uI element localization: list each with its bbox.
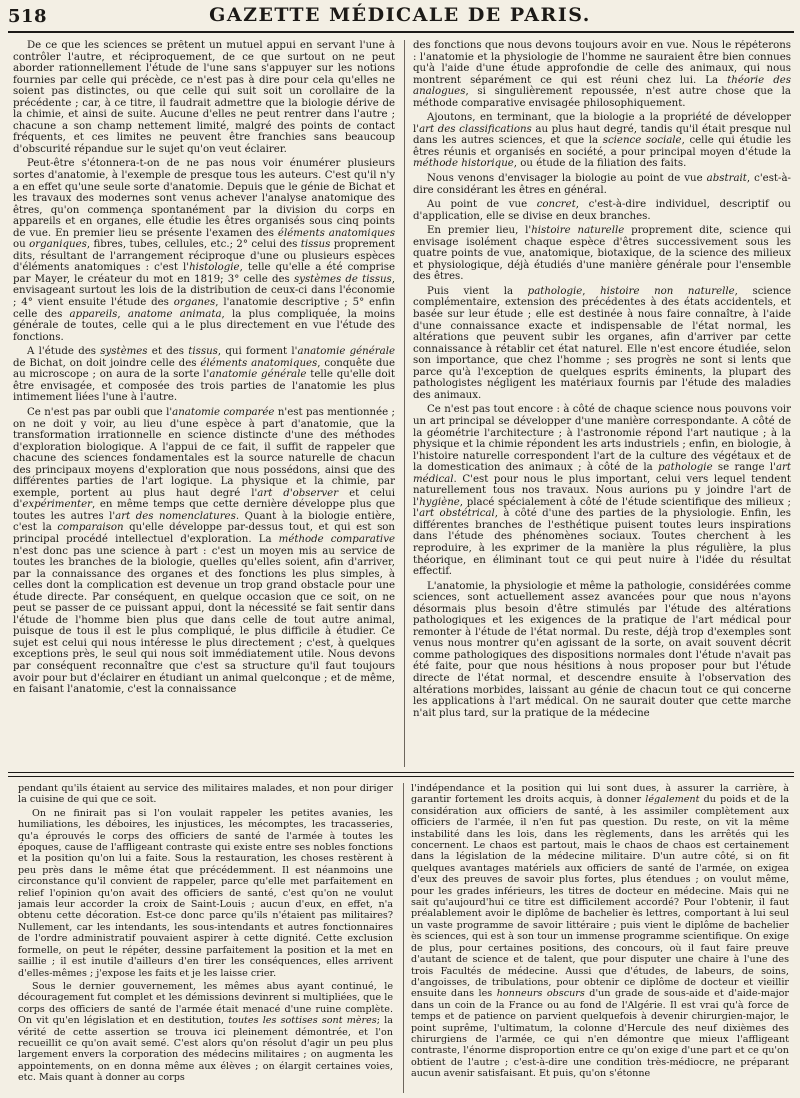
text-run: , telle qu'elle a été comprise par Mayer, le créateur du mot en 1819; 3° celle des xyxy=(13,262,395,285)
text-run: , fibres, tubes, cellules, etc.; 2° celui des xyxy=(86,239,301,251)
italic-term: histoire non naturelle xyxy=(600,285,735,297)
text-run: Ajoutons, en terminant, que la biologie a la propriété de développer l' xyxy=(413,112,791,135)
text-run: Ce n'est pas par oubli que l' xyxy=(27,406,173,418)
section-rule xyxy=(8,772,794,773)
paragraph xyxy=(18,981,393,1084)
paragraph xyxy=(413,112,791,170)
text-run: , envisageant surtout les lois de la distribution de ceux-ci dans l'économie ; 4° vient ensuite l'étude des xyxy=(13,273,395,309)
column-divider-bottom xyxy=(403,783,404,1093)
italic-term: systèmes xyxy=(100,346,148,358)
text-run: , xyxy=(117,308,128,320)
text-run: L'anatomie, la physiologie et même la pathologie, considérées comme sciences, sont actuellement assez avancées pour que nous n'ayons désormais plus besoin d'être stimulés par l'étude des altérations pathologiques et les exigences de la pratique de l'art médical pour remonter à l'étude de l'état normal. Du reste, déjà trop d'exemples sont venus nous montrer qu'en agissant de la sorte, on avait souvent décrit comme pathologiques des dispositions normales dont l'étude n'avait pas été faite, pour que nous hésitions à nous proposer pour but l'étude directe de l'état normal, et descendre ensuite à l'observation des altérations morbides, laissant au génie de chacun tout ce qui concerne les applications à l'art médical. On ne saurait douter que cette marche n'ait plus tard, sur la pratique de la médecine xyxy=(413,580,791,719)
italic-term: organiques xyxy=(29,239,87,251)
italic-term: théorie des analogues xyxy=(413,74,791,98)
page-header xyxy=(0,0,800,38)
italic-term: anatomie comparée xyxy=(172,406,275,418)
text-run: pendant qu'ils étaient au service des militaires malades, et non pour diriger la cuisine de qui que ce soit. xyxy=(18,783,393,806)
italic-term: éléments anatomiques xyxy=(200,357,318,369)
italic-term: art obstétrical xyxy=(419,508,495,520)
italic-term: science sociale xyxy=(602,135,682,147)
text-run: , xyxy=(582,285,601,297)
text-run: au plus haut degré, tandis qu'il était presque nul dans les autres sciences, et que la xyxy=(413,123,791,147)
paragraph xyxy=(413,40,791,109)
text-run: proprement dite, science qui envisage isolément chaque espèce d'êtres successivement sous les quatre points de vue, anatomique, biotaxique, de la science des milieux et physiologique, déjà étudiés d'une manière générale pour l'ensemble des êtres. xyxy=(413,225,791,283)
italic-term: hygiène xyxy=(419,496,460,508)
text-run: telle qu'elle doit être envisagée, et composée des trois parties de l'anatomie les plus intimement liées l'une à l'autre. xyxy=(13,369,395,404)
column-divider-top xyxy=(404,40,405,767)
text-run: Ce n'est pas tout encore : à côté de chaque science nous pouvons voir un art principal se développer d'une manière correspondante. A côté de la géométrie l'architecture ; à l'astronomie répond l'art nautique ; à la physique et la chimie répondent les arts industriels ; enfin, en biologie, à l'histoire naturelle correspondent l'art de la culture des végétaux et de la domestication des animaux ; à côté de la xyxy=(413,404,791,474)
italic-term: pathologie xyxy=(658,462,713,474)
text-run: , si singulièrement repoussée, n'est autre chose que la méthode comparative envisagée philosophiquement. xyxy=(413,86,791,109)
paragraph xyxy=(413,225,791,283)
text-run: des fonctions que nous devons toujours avoir en vue. Nous le répéterons : l'anatomie et la physiologie de l'homme ne sauraient être bien connues qu'à l'aide d'une étude approfondie de celle des animaux, qui nous montrent séparément ce qui est réuni chez lui. La xyxy=(413,40,791,86)
text-run: de Bichat, on doit joindre celle des xyxy=(13,357,201,369)
journal-title: GAZETTE MÉDICALE DE PARIS. xyxy=(209,4,591,26)
text-run: l'indépendance et la position qui lui sont dues, à assurer la carrière, à garantir fortement les droits acquis, à donner xyxy=(411,783,789,806)
text-run: qu'elle développe par-dessus tout, et qui est son principal procédé intellectuel d'exploration. La xyxy=(13,522,395,545)
text-run: Au point de vue xyxy=(427,199,537,211)
text-run: , celle qui étudie les êtres réunis et organisés en société, a pour principal moyen d'étude la xyxy=(413,135,791,158)
text-run: A l'étude des xyxy=(27,346,101,358)
top-right-column xyxy=(413,40,791,767)
italic-term: légalement xyxy=(645,794,700,806)
italic-term: systèmes de tissus xyxy=(293,273,392,285)
italic-term: anatomie générale xyxy=(209,369,307,381)
bottom-left-column xyxy=(18,783,393,1093)
italic-term: organes xyxy=(173,297,216,309)
top-left-column xyxy=(13,40,395,767)
bottom-right-column xyxy=(411,783,789,1093)
italic-term: tissus xyxy=(300,239,331,251)
paragraph xyxy=(13,407,395,696)
italic-term: comparaison xyxy=(57,522,124,534)
italic-term: méthode historique xyxy=(413,158,514,170)
text-run: On ne finirait pas si l'on voulait rappeler les petites avanies, les humiliations, les déboires, les injustices, les mécomptes, les tracasseries, qu'a éprouvés le corps des officiers de santé de l'armée à toutes les époques, cause de l'affligeant contraste qui existe entre ses nobles fonctions et la position qu'on lui a faite. Sous la restauration, les choses restèrent à peu près dans le même état que précédemment. Il est néanmoins une circonstance qu'il convient de rappeler, parce qu'elle met parfaitement en relief l'opinion qu'on avait des officiers de santé, c'est qu'on ne voulut jamais leur accorder la croix de Saint-Louis ; aucun d'eux, en effet, n'a obtenu cette décoration. Est-ce donc parce qu'ils n'étaient pas militaires? Nullement, car les intendants, les sous-intendants et autres fonctionnaires de l'ordre administratif pouvaient aspirer à cette dignité. Cette exclusion formelle, on peut le répéter, dessine parfaitement la position et la met en saillie ; il est inutile d'ailleurs d'en tirer les conséquences, elles arrivent d'elles-mêmes ; j'expose les faits et je les laisse crier. xyxy=(18,807,393,979)
text-run: , qui forment l' xyxy=(217,346,298,358)
text-run: , science complémentaire, extension des précédentes à des états accidentels, et basée sur leur étude ; elle est destinée à nous faire connaître, à l'aide d'une connaissance exacte et indispensable de l'état normal, les altérations que peuvent subir les organes, afin d'arriver par cette connaissance à rétablir cet état naturel. Elle n'est encore étudiée, selon son importance, que chez l'homme ; ses progrès ne sont si lents que parce qu'à l'exception de quelques esprits éminents, la plupart des pathologistes négligent les matériaux fournis par l'étude des maladies des animaux. xyxy=(413,285,791,401)
paragraph xyxy=(13,158,395,343)
paragraph xyxy=(13,346,395,404)
text-run: Sous le dernier gouvernement, les mêmes abus ayant continué, le découragement fut complet et les démissions devinrent si multipliées, que le corps des officiers de santé de l'armée était menacé d'une ruine complète. On vit qu'en législation et en destitution, xyxy=(18,980,393,1027)
italic-term: honneurs obscurs xyxy=(496,988,585,1000)
italic-term: méthode comparative xyxy=(278,533,395,545)
text-run: d'un grade de sous-aide et d'aide-major dans un coin de la France ou au fond de l'Algérie. Il est vrai qu'à force de temps et de patience on parvient quelquefois à devenir chirurgien-major, le point suprême, l'ultimatum, la colonne d'Hercule des neuf dixièmes des chirurgiens de l'armée, ce qui n'en démontre que mieux l'affligeant contraste, l'énorme disproportion entre ce qu'on exige d'une part et ce qu'on obtient de l'autre ; c'est-à-dire une condition très-médiocre, ne préparant aucun avenir satisfaisant. Et puis, qu'on s'étonne xyxy=(411,988,789,1080)
text-run: n'est pas mentionnée ; on ne doit y voir, au lieu d'une espèce à part d'anatomie, que la transformation irrationnelle en science distincte d'une des méthodes d'exploration biologique. A l'appui de ce fait, il suffit de rappeler que chacune des sciences fondamentales est la source naturelle de chacun des principaux moyens d'exploration que nous possédons, ainsi que des différentes parties de l'art logique. La physique et la chimie, par exemple, portent au plus haut degré l' xyxy=(13,406,395,499)
italic-term: toutes les sottises sont mères xyxy=(228,1015,377,1027)
text-run: ou xyxy=(13,239,30,251)
italic-term: art des nomenclatures xyxy=(115,510,236,522)
text-run: , en même temps que cette dernière développe plus que toutes les autres l' xyxy=(13,499,395,522)
text-run: , l'anatomie descriptive ; 5° enfin celle des xyxy=(13,297,395,320)
italic-term: tissus xyxy=(188,346,218,358)
italic-term: histoire naturelle xyxy=(531,225,625,237)
text-run: De ce que les sciences se prêtent un mutuel appui en servant l'une à contrôler l'autre, et réciproquement, de ce que surtout on ne peut aborder rationnellement l'étude de l'une sans s'appuyer sur les notions fournies par celle qui précède, ce n'est pas à dire pour cela qu'elles ne soient pas distinctes, ou que celle qui suit soit un corollaire de la précédente ; car, à ce titre, il faudrait admettre que la biologie dérive de la chimie, et ainsi de suite. Aucune d'elles ne peut rentrer dans l'autre ; chacune a son champ nettement limité, malgré des points de contact fréquents, et ces limites ne peuvent être franchies sans beaucoup d'obscurité répandue sur le sujet qu'on veut éclairer. xyxy=(13,40,395,155)
italic-term: appareils xyxy=(69,308,118,320)
paragraph xyxy=(18,783,393,806)
text-run: . C'est pour nous le plus important, celui vers lequel tendent naturellement tous nos travaux. Nous aurions pu y joindre l'art de l' xyxy=(413,473,791,508)
paragraph xyxy=(413,286,791,401)
section-rule-second xyxy=(8,776,794,777)
header-rule xyxy=(8,31,794,33)
text-run: Peut-être s'étonnera-t-on de ne pas nous voir énumérer plusieurs sortes d'anatomie, à l'exemple de presque tous les auteurs. C'est qu'il n'y a en effet qu'une seule sorte d'anatomie. Depuis que le génie de Bichat et les travaux des modernes sont venus achever l'analyse anatomique des êtres, qu'on commença spontanément par la division du corps en appareils et en organes, elle étudie les êtres organisés sous cinq points de vue. En premier lieu se présente l'examen des xyxy=(13,158,395,239)
text-run: , à côté d'une des parties de la physiologie. Enfin, les différentes branches de l'esthétique puisent toutes leurs inspirations dans l'étude des phénomènes sociaux. Toutes cherchent à les reproduire, à les exprimer de la manière la plus régulière, la plus théorique, en éliminant tout ce qui peut nuire à l'idée du résultat effectif. xyxy=(413,508,791,578)
italic-term: expérimenter xyxy=(22,499,93,511)
text-run: , conquête due au microscope ; on aura de la sorte l' xyxy=(13,357,395,381)
text-run: Nous venons d'envisager la biologie au point de vue xyxy=(427,173,707,185)
text-run: se range l' xyxy=(712,462,776,474)
text-run: n'est donc pas une science à part : c'est un moyen mis au service de toutes les branches de la biologie, quelles qu'elles soient, afin d'arriver, par la connaissance des organes et des fonctions les plus simples, à celles dont la complication est devenue un trop grand obstacle pour une étude directe. Par conséquent, en quelque occasion que ce soit, on ne peut se passer de ce puissant appui, dont la nécessité se fait sentir dans l'étude de l'homme bien plus que dans celle de tout autre animal, puisque de tous il est le plus compliqué, le plus difficile à étudier. Ce sujet est celui qui nous intéresse le plus directement ; c'est, à quelques exceptions près, le seul qui nous soit immédiatement utile. Nous devons par conséquent reconnaître que c'est sa structure qu'il faut toujours avoir pour but d'éclairer en étudiant un animal quelconque ; et de même, en faisant l'anatomie, c'est la connaissance xyxy=(13,545,395,696)
paragraph xyxy=(18,808,393,979)
italic-term: anatomie générale xyxy=(297,346,395,358)
paragraph xyxy=(413,199,791,222)
italic-term: pathologie xyxy=(527,285,583,297)
italic-term: concret xyxy=(536,199,576,211)
paragraph xyxy=(413,173,791,196)
text-run: proprement dits, résultant de l'arrangement réciproque d'une ou plusieurs espèces d'éléments anatomiques : c'est l' xyxy=(13,239,395,274)
italic-term: abstrait xyxy=(706,173,747,185)
text-run: , la plus compliquée, la moins générale de toutes, celle qui a le plus directement en vue l'étude des fonctions. xyxy=(13,308,395,343)
italic-term: art des classifications xyxy=(419,123,532,135)
italic-term: art médical xyxy=(413,462,791,485)
paragraph xyxy=(13,40,395,155)
text-run: , c'est-à-dire individuel, descriptif ou d'application, elle se divise en deux branches. xyxy=(413,199,791,222)
text-run: et celui d' xyxy=(13,487,395,511)
italic-term: anatome animata xyxy=(127,308,222,320)
text-run: En premier lieu, l' xyxy=(427,225,532,237)
paragraph xyxy=(413,581,791,720)
paragraph xyxy=(413,404,791,577)
text-run: et des xyxy=(147,346,189,358)
italic-term: histologie xyxy=(189,262,240,274)
text-run: , ou étude de la filiation des faits. xyxy=(513,158,687,170)
text-run: du poids et de la considération aux officiers de santé, à les assimiler complètement aux officiers de l'armée, il n'en fut pas question. Du reste, on vit la même instabilité dans les lois, dans les règlements, dans les arrêtés qui les concernent. Le chaos est partout, mais le chaos de chaos est certainement dans la législation de la médecine militaire. D'un autre côté, si on fit quelques avantages matériels aux officiers de santé de l'armée, on exigea d'eux des preuves de savoir plus fortes, plus étendues ; on voulut même, pour les grades inférieurs, les titres de docteur en médecine. Mais qui ne sait qu'aujourd'hui ce titre est difficilement accordé? Pour l'obtenir, il faut préalablement avoir le diplôme de bachelier ès lettres, comportant à lui seul un vaste programme de savoir littéraire ; puis vient le diplôme de bachelier ès sciences, qui est à son tour un immense programme scientifique. On exige de plus, pour certaines positions, des concours, où il faut faire preuve d'autant de science et de talent, que pour disputer une chaire à l'une des trois Facultés de médecine. Aussi que d'études, de labeurs, de soins, d'angoisses, de tribulations, pour obtenir ce diplôme de docteur et vieillir ensuite dans les xyxy=(411,794,789,1000)
text-run: , placé spécialement à côté de l'étude scientifique des milieux ; l' xyxy=(413,496,791,520)
text-run: ; la vérité de cette assertion se trouva ici pleinement démontrée, et l'on recueillit ce qu'on avait semé. C'est alors qu'on résolut d'agir un peu plus largement envers la corporation des médecins militaires ; on augmenta les appointements, on en donna même aux élèves ; on élargit certaines voies, etc. Mais quant à donner au corps xyxy=(18,1015,393,1084)
text-run: , c'est-à-dire considérant les êtres en général. xyxy=(413,173,791,196)
page-number: 518 xyxy=(8,6,48,27)
text-run: Puis vient la xyxy=(427,285,528,297)
paragraph xyxy=(411,783,789,1080)
italic-term: art d'observer xyxy=(257,487,339,499)
italic-term: éléments anatomiques xyxy=(277,227,395,239)
text-run: . Quant à la biologie entière, c'est la xyxy=(13,510,395,534)
